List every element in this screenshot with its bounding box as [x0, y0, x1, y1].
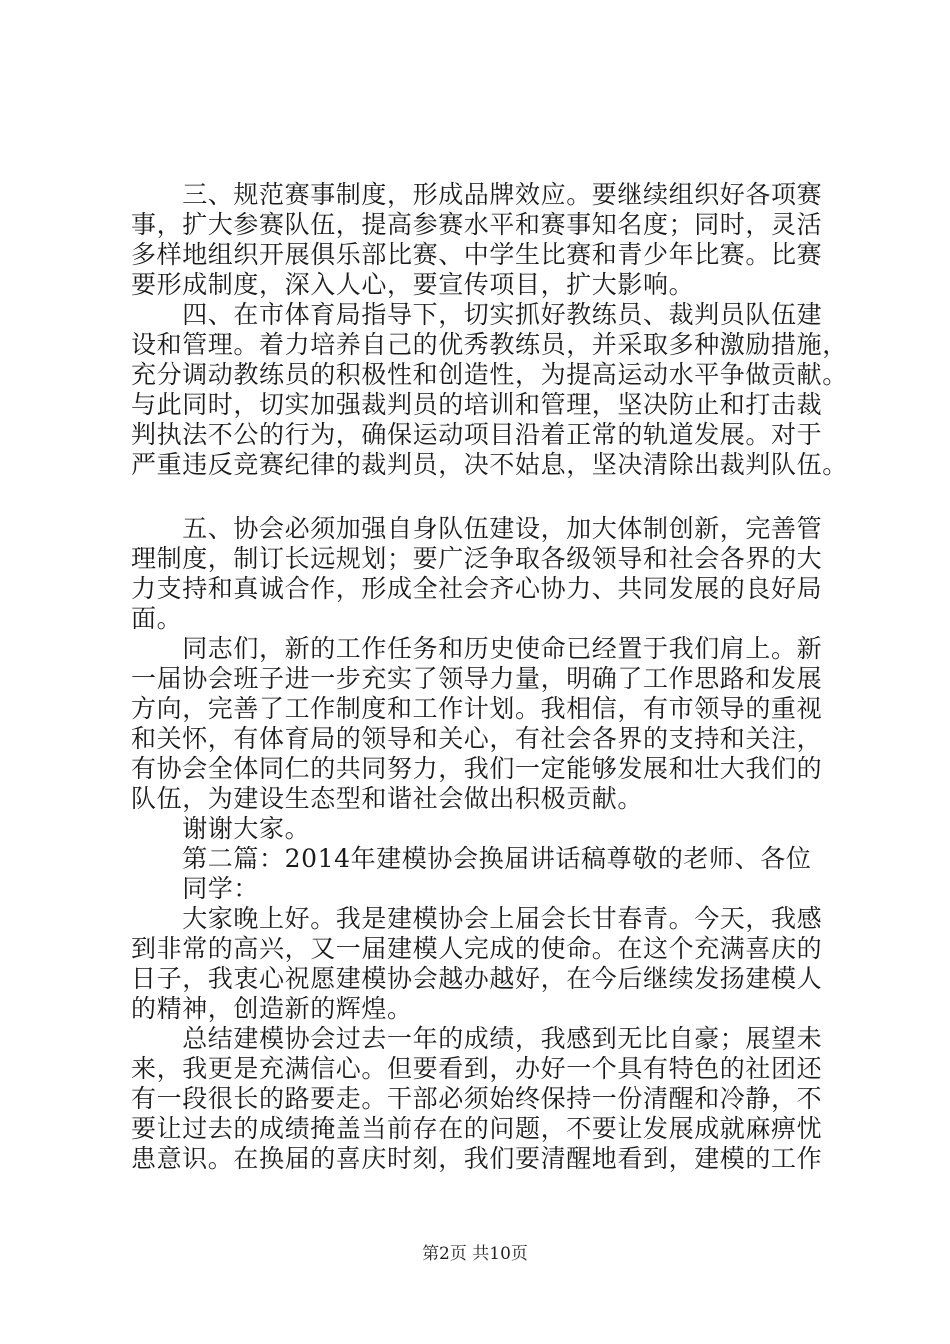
text-line: 有一段很长的路要走。干部必须始终保持一份清醒和冷静，不	[131, 1084, 823, 1113]
text-line: 多样地组织开展俱乐部比赛、中学生比赛和青少年比赛。比赛	[131, 240, 823, 269]
text-line: 谢谢大家。	[131, 814, 311, 843]
text-line: 日子，我衷心祝愿建模协会越办越好，在今后继续发扬建模人	[131, 964, 823, 993]
text-line: 和关怀，有体育局的领导和关心，有社会各界的支持和关注，	[131, 724, 823, 753]
text-line: 队伍，为建设生态型和谐社会做出积极贡献。	[131, 784, 644, 813]
text-line: 要形成制度，深入人心，要宣传项目，扩大影响。	[131, 270, 695, 299]
document-section-2	[131, 514, 851, 1174]
text-line: 严重违反竞赛纪律的裁判员，决不姑息，坚决清除出裁判队伍。	[131, 450, 848, 479]
text-line: 面。	[131, 604, 183, 633]
text-line: 大家晚上好。我是建模协会上届会长甘春青。今天，我感	[131, 904, 823, 933]
text-line: 要让过去的成绩掩盖当前存在的问题，不要让发展成就麻痹忧	[131, 1114, 823, 1143]
text-line: 与此同时，切实加强裁判员的培训和管理，坚决防止和打击裁	[131, 390, 823, 419]
text-line: 事，扩大参赛队伍，提高参赛水平和赛事知名度；同时，灵活	[131, 210, 823, 239]
document-section-1	[131, 180, 851, 480]
text-line: 三、规范赛事制度，形成品牌效应。要继续组织好各项赛	[131, 180, 823, 209]
text-line: 患意识。在换届的喜庆时刻，我们要清醒地看到，建模的工作	[131, 1144, 823, 1173]
text-line: 理制度，制订长远规划；要广泛争取各级领导和社会各界的大	[131, 544, 823, 573]
text-line: 有协会全体同仁的共同努力，我们一定能够发展和壮大我们的	[131, 754, 823, 783]
text-line: 来，我更是充满信心。但要看到，办好一个具有特色的社团还	[131, 1054, 823, 1083]
text-line: 方向，完善了工作制度和工作计划。我相信，有市领导的重视	[131, 694, 823, 723]
text-line: 同志们，新的工作任务和历史使命已经置于我们肩上。新	[131, 634, 823, 663]
paragraph-gap	[131, 480, 851, 514]
text-line: 到非常的高兴，又一届建模人完成的使命。在这个充满喜庆的	[131, 934, 823, 963]
text-line: 力支持和真诚合作，形成全社会齐心协力、共同发展的良好局	[131, 574, 823, 603]
text-line: 一届协会班子进一步充实了领导力量，明确了工作思路和发展	[131, 664, 823, 693]
text-line: 总结建模协会过去一年的成绩，我感到无比自豪；展望未	[131, 1024, 823, 1053]
text-line: 的精神，创造新的辉煌。	[131, 994, 413, 1023]
text-line: 设和管理。着力培养自己的优秀教练员，并采取多种激励措施，	[131, 330, 848, 359]
text-line: 同学：	[131, 874, 260, 903]
text-line: 判执法不公的行为，确保运动项目沿着正常的轨道发展。对于	[131, 420, 823, 449]
text-line: 第二篇：2014年建模协会换届讲话稿尊敬的老师、各位	[131, 844, 812, 873]
document-body	[131, 180, 851, 1174]
page-footer: 第2页 共10页	[422, 1244, 528, 1264]
text-line: 五、协会必须加强自身队伍建设，加大体制创新，完善管	[131, 514, 823, 543]
text-line: 充分调动教练员的积极性和创造性，为提高运动水平争做贡献。	[131, 360, 848, 389]
text-line: 四、在市体育局指导下，切实抓好教练员、裁判员队伍建	[131, 300, 823, 329]
